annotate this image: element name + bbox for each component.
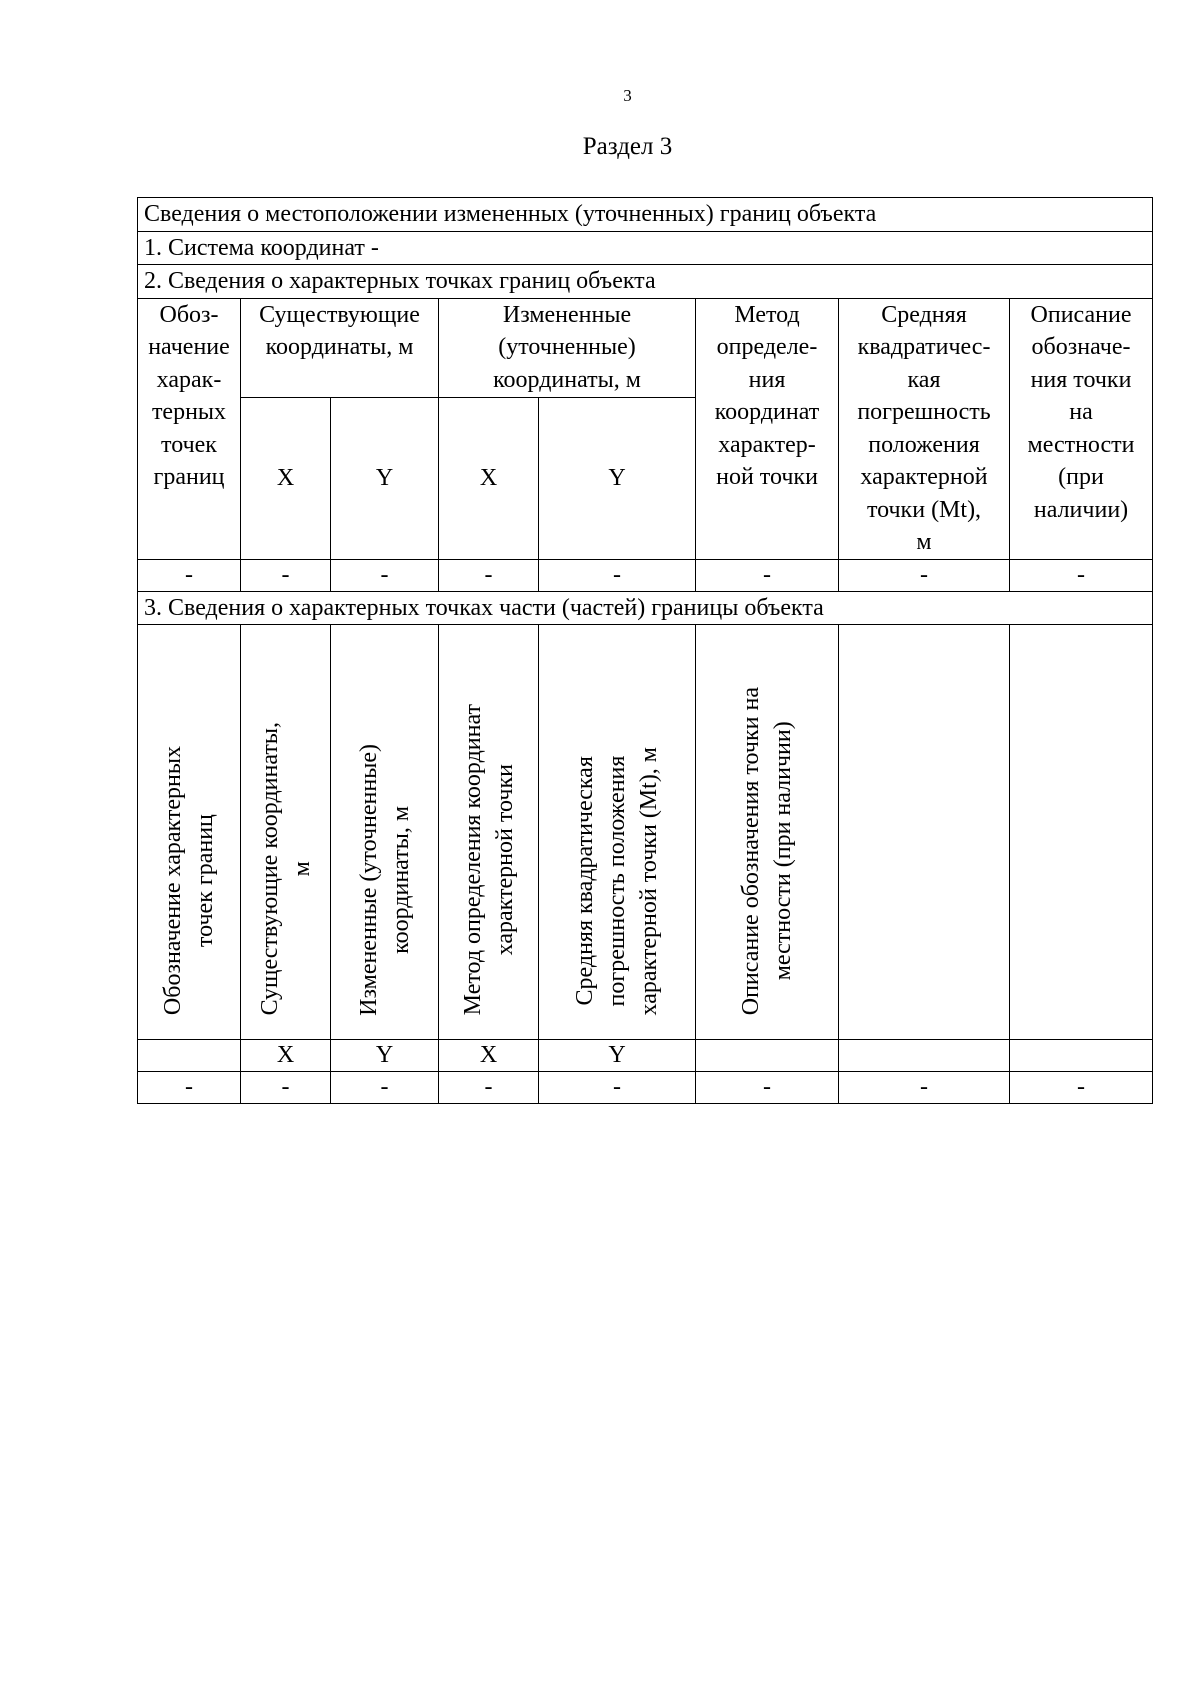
part2-value: - bbox=[539, 559, 696, 591]
v-header-method: Метод определения координат характерной точки bbox=[439, 625, 539, 1040]
part3-value: - bbox=[439, 1072, 539, 1104]
part3-value: - bbox=[138, 1072, 241, 1104]
page-number: 3 bbox=[623, 86, 632, 105]
section-title: Раздел 3 bbox=[582, 133, 673, 160]
part2-value: - bbox=[1010, 559, 1153, 591]
header-existing-y: Y bbox=[331, 397, 439, 559]
table-title: Сведения о местоположении измененных (уточненных) границ объекта bbox=[138, 198, 1153, 232]
empty-header-cell bbox=[839, 625, 1010, 1040]
header-designation: Обоз- начение харак- терных точек границ bbox=[138, 298, 241, 559]
coordinate-system-row: 1. Система координат - bbox=[138, 231, 1153, 265]
part2-value: - bbox=[241, 559, 331, 591]
header-existing-coords: Существующие координаты, м bbox=[241, 298, 439, 397]
boundary-table bbox=[137, 197, 1153, 1104]
boundary-points-heading: 2. Сведения о характерных точках границ объекта bbox=[138, 265, 1153, 299]
header-description: Описание обозначе- ния точки на местности (при наличии) bbox=[1010, 298, 1153, 559]
part2-value: - bbox=[331, 559, 439, 591]
part3-value: - bbox=[241, 1072, 331, 1104]
part2-value: - bbox=[439, 559, 539, 591]
empty-header-cell bbox=[1010, 625, 1153, 1040]
part3-xy-cell: X bbox=[241, 1040, 331, 1072]
part3-xy-cell: X bbox=[439, 1040, 539, 1072]
part2-value: - bbox=[696, 559, 839, 591]
v-header-changed: Измененные (уточненные) координаты, м bbox=[331, 625, 439, 1040]
header-changed-x: X bbox=[439, 397, 539, 559]
part3-xy-cell bbox=[1010, 1040, 1153, 1072]
v-header-existing: Существующие координаты, м bbox=[241, 625, 331, 1040]
part-points-heading: 3. Сведения о характерных точках части (частей) границы объекта bbox=[138, 591, 1153, 625]
part2-value: - bbox=[839, 559, 1010, 591]
v-header-error: Средняя квадратическая погрешность положения характерной точки (Mt), м bbox=[539, 625, 696, 1040]
v-header-description: Описание обозначения точки на местности (при наличии) bbox=[696, 625, 839, 1040]
header-error: Средняя квадратичес- кая погрешность положения характерной точки (Mt), м bbox=[839, 298, 1010, 559]
v-header-designation: Обозначение характерных точек границ bbox=[138, 625, 241, 1040]
part3-value: - bbox=[696, 1072, 839, 1104]
header-method: Метод определе- ния координат характер- ной точки bbox=[696, 298, 839, 559]
part3-xy-cell bbox=[138, 1040, 241, 1072]
part3-xy-cell bbox=[839, 1040, 1010, 1072]
part3-xy-cell: Y bbox=[539, 1040, 696, 1072]
part3-value: - bbox=[539, 1072, 696, 1104]
header-existing-x: X bbox=[241, 397, 331, 559]
header-changed-y: Y bbox=[539, 397, 696, 559]
part3-xy-cell bbox=[696, 1040, 839, 1072]
part3-value: - bbox=[1010, 1072, 1153, 1104]
header-changed-coords: Измененные (уточненные) координаты, м bbox=[439, 298, 696, 397]
part3-xy-cell: Y bbox=[331, 1040, 439, 1072]
part2-value: - bbox=[138, 559, 241, 591]
part3-value: - bbox=[331, 1072, 439, 1104]
part3-value: - bbox=[839, 1072, 1010, 1104]
